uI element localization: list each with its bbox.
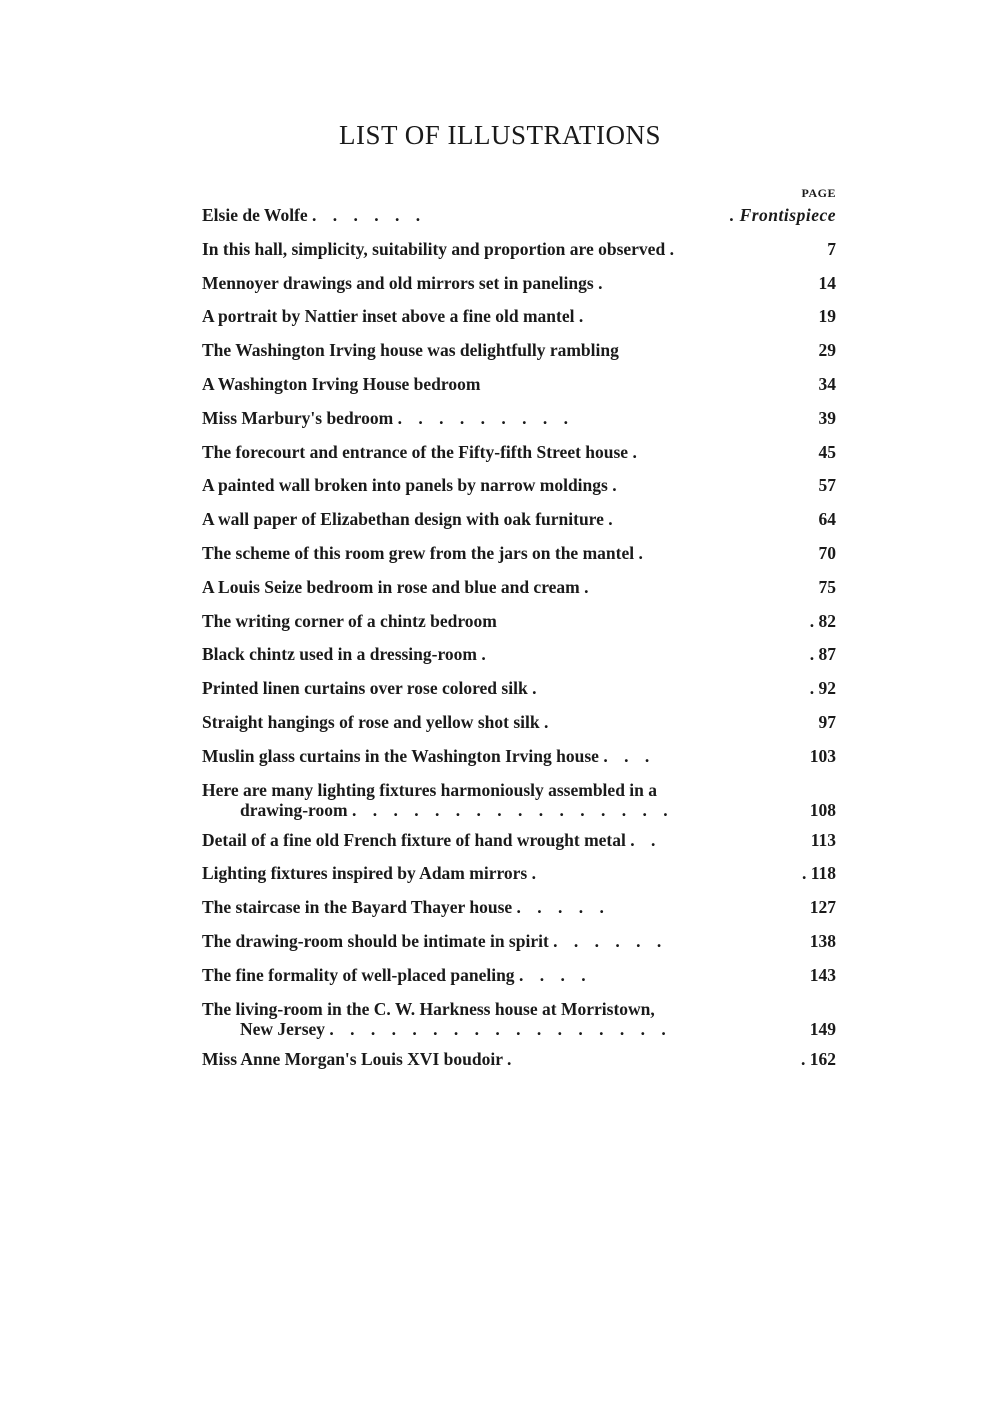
illustration-caption: The writing corner of a chintz bedroom	[202, 610, 497, 631]
page-number: 103	[809, 745, 836, 766]
leader-dots: .	[481, 644, 492, 665]
list-item	[202, 678, 836, 698]
list-item	[202, 863, 836, 883]
list-item	[202, 644, 836, 664]
page-number: 14	[818, 272, 836, 293]
page-number: . 82	[809, 610, 836, 631]
list-item	[202, 965, 836, 985]
list-item	[202, 611, 836, 631]
page-number: . 87	[809, 644, 836, 665]
illustration-caption: The fine formality of well-placed paneling . . . .	[202, 964, 592, 985]
illustration-caption: Miss Anne Morgan's Louis XVI boudoir .	[202, 1048, 518, 1069]
list-item	[202, 340, 836, 360]
list-item	[202, 475, 836, 495]
list-item	[202, 999, 836, 1039]
page-number: . 92	[809, 678, 836, 699]
list-item	[202, 1049, 836, 1069]
page-number: 143	[809, 964, 836, 985]
list-item	[202, 509, 836, 529]
list-item	[202, 897, 836, 917]
list-item	[202, 408, 836, 428]
illustration-caption: The staircase in the Bayard Thayer house . . . . .	[202, 897, 610, 918]
leader-dots: .	[598, 272, 609, 293]
leader-dots: .	[532, 678, 543, 699]
page-number: 149	[809, 1018, 836, 1039]
page-number: 29	[818, 340, 836, 361]
leader-dots: . . . . . . . . .	[397, 407, 574, 428]
illustration-caption: A Louis Seize bedroom in rose and blue and cream .	[202, 576, 595, 597]
page-number: . 118	[801, 863, 836, 884]
page-number: 45	[818, 441, 836, 462]
list-item	[202, 205, 836, 225]
leader-dots: . . . . . .	[312, 205, 427, 225]
list-item	[202, 830, 836, 850]
list-item	[202, 374, 836, 394]
illustration-caption: The forecourt and entrance of the Fifty-fifth Street house .	[202, 441, 643, 462]
illustration-caption: The drawing-room should be intimate in spirit . . . . . .	[202, 930, 668, 951]
leader-dots: .	[578, 306, 590, 327]
page-number: 127	[809, 897, 836, 918]
illustration-caption: Here are many lighting fixtures harmoniously assembled in a	[202, 779, 658, 800]
page-number: 113	[810, 829, 836, 850]
illustration-caption: Mennoyer drawings and old mirrors set in panelings .	[202, 272, 609, 293]
leader-dots: .	[507, 1048, 518, 1069]
leader-dots: .	[608, 509, 619, 530]
page-number: 75	[818, 576, 836, 597]
page-number: 138	[809, 930, 836, 951]
illustration-caption: Black chintz used in a dressing-room .	[202, 644, 492, 665]
page-number: 70	[818, 542, 836, 563]
illustration-caption: The Washington Irving house was delightfully rambling	[202, 340, 619, 361]
illustration-caption: A wall paper of Elizabethan design with oak furniture .	[202, 509, 619, 530]
page-number: . 162	[801, 1048, 836, 1069]
page-number: 57	[818, 475, 836, 496]
leader-dots: .	[632, 441, 643, 462]
illustration-caption: A portrait by Nattier inset above a fine old mantel .	[202, 306, 590, 327]
list-item	[202, 780, 836, 820]
page-title: LIST OF ILLUSTRATIONS	[338, 120, 661, 150]
leader-dots: . . . . . . . . . . . . . . . .	[351, 799, 674, 820]
leader-dots: .	[612, 475, 623, 496]
caption-continuation-text: New Jersey	[240, 1018, 326, 1039]
caption-continuation-text: drawing-room	[240, 799, 348, 820]
illustration-caption: Printed linen curtains over rose colored silk .	[202, 678, 543, 699]
page-column-label: PAGE	[801, 186, 836, 200]
illustration-caption: In this hall, simplicity, suitability and proportion are observed .	[202, 238, 680, 259]
list-item	[202, 931, 836, 951]
page-number: . Frontispiece	[729, 205, 836, 225]
list-item	[202, 543, 836, 563]
illustration-caption: Muslin glass curtains in the Washington Irving house . . .	[202, 745, 656, 766]
page-number: 97	[818, 711, 836, 732]
illustration-caption: A Washington Irving House bedroom	[202, 373, 481, 394]
page-number: 19	[818, 306, 836, 327]
page-number: 39	[818, 407, 836, 428]
leader-dots: . .	[630, 829, 662, 850]
leader-dots: .	[543, 711, 555, 732]
leader-dots: . . . .	[518, 964, 592, 985]
list-item	[202, 273, 836, 293]
illustration-caption-continued	[202, 800, 788, 820]
illustrations-list	[202, 205, 836, 1082]
page-number: 64	[818, 509, 836, 530]
leader-dots: .	[638, 542, 649, 563]
page-number: 7	[827, 238, 836, 259]
illustration-caption: Detail of a fine old French fixture of hand wrought metal . .	[202, 829, 662, 850]
leader-dots: .	[531, 863, 542, 884]
leader-dots: .	[584, 576, 595, 597]
illustration-caption: Lighting fixtures inspired by Adam mirrors .	[202, 863, 542, 884]
illustration-caption: The living-room in the C. W. Harkness house at Morristown,	[202, 998, 655, 1019]
list-item	[202, 712, 836, 732]
leader-dots: .	[669, 238, 680, 259]
page-number: 34	[818, 373, 836, 394]
list-item	[202, 306, 836, 326]
list-item	[202, 239, 836, 259]
page-number: 108	[809, 799, 836, 820]
illustration-caption-continued	[202, 1019, 788, 1039]
illustration-caption: The scheme of this room grew from the jars on the mantel .	[202, 542, 649, 563]
list-item	[202, 442, 836, 462]
leader-dots: . . . . . .	[553, 930, 668, 951]
illustration-caption: A painted wall broken into panels by narrow moldings .	[202, 475, 623, 496]
illustration-caption: Miss Marbury's bedroom . . . . . . . . .	[202, 407, 574, 428]
list-item	[202, 577, 836, 597]
leader-dots: . . .	[603, 745, 656, 766]
list-item	[202, 746, 836, 766]
leader-dots: . . . . .	[516, 897, 610, 918]
illustration-caption: Straight hangings of rose and yellow shot silk .	[202, 711, 555, 732]
illustration-caption: Elsie de Wolfe . . . . . .	[202, 205, 427, 225]
leader-dots: . . . . . . . . . . . . . . . . .	[329, 1018, 672, 1039]
